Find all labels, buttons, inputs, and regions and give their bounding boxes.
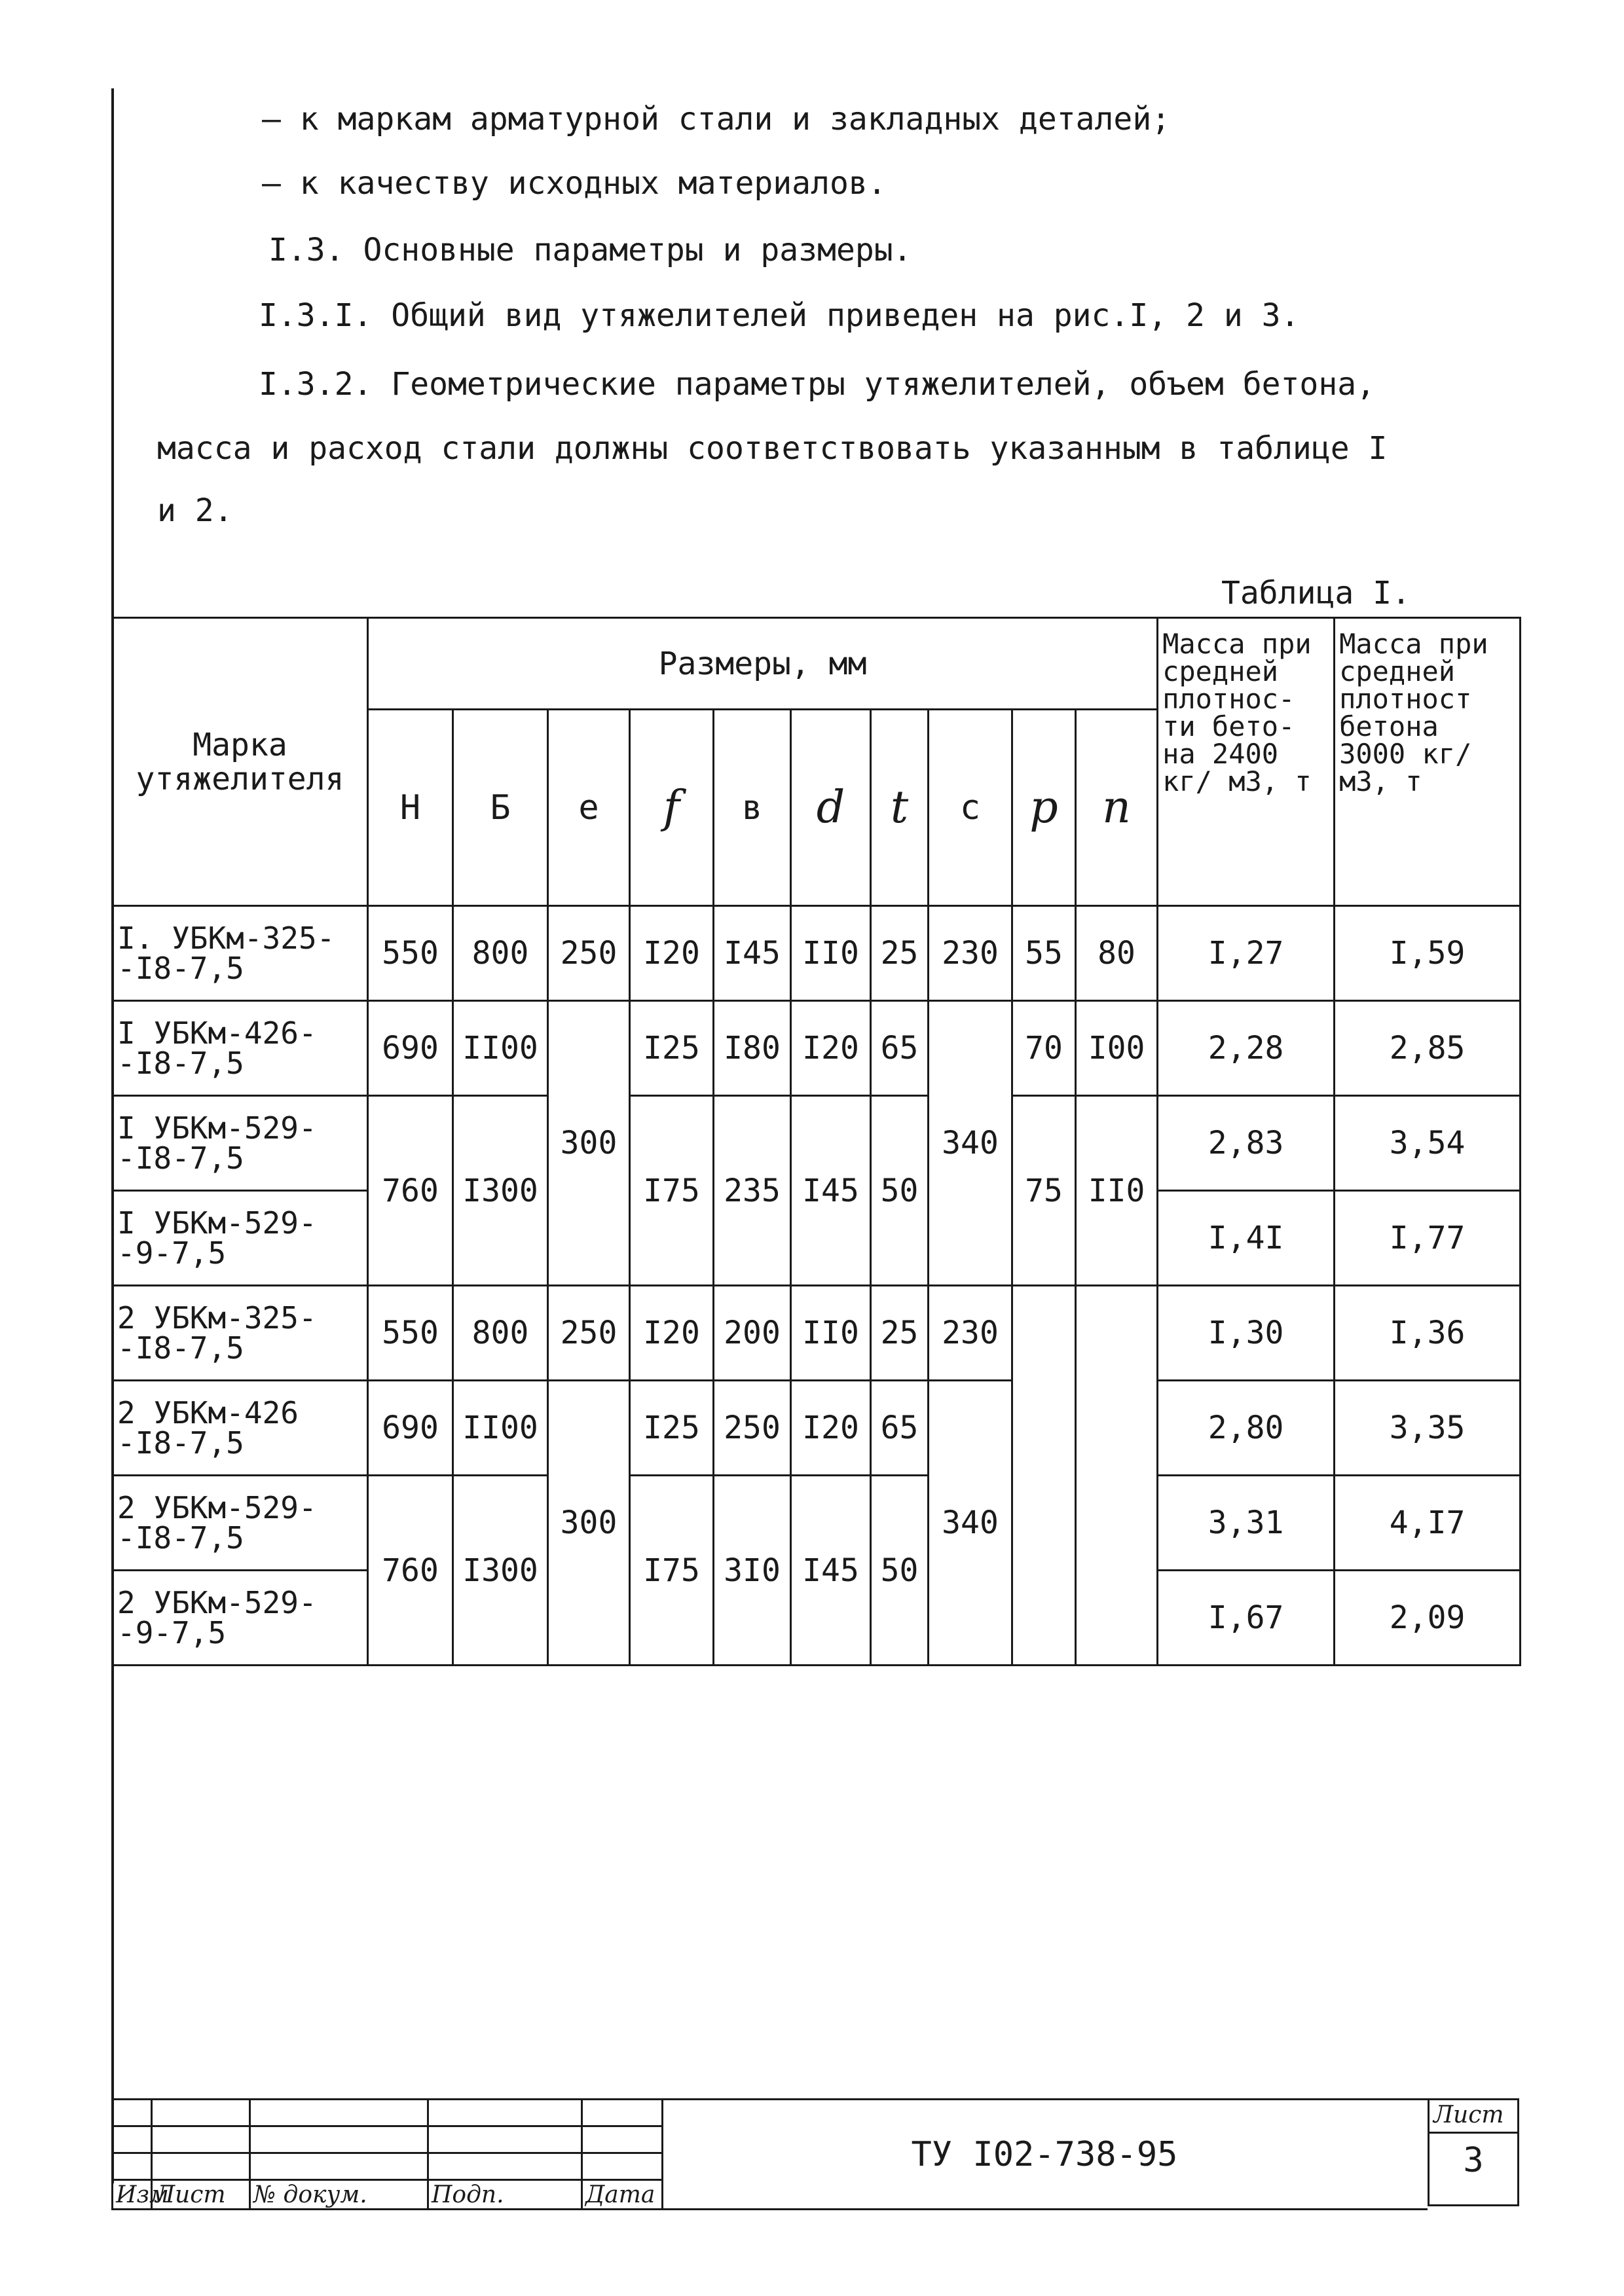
cell-t-merged: 50 bbox=[871, 1476, 929, 1666]
cell-v: I80 bbox=[714, 1001, 791, 1096]
grid-cell bbox=[152, 2100, 250, 2126]
cell-mass-3000: 2,85 bbox=[1335, 1001, 1521, 1096]
cell-e-merged: 300 bbox=[548, 1381, 630, 1666]
cell-c: 230 bbox=[929, 906, 1012, 1001]
revision-grid bbox=[111, 2098, 663, 2210]
title-block bbox=[111, 2098, 1519, 2206]
cell-t: 25 bbox=[871, 906, 929, 1001]
grid-cell bbox=[152, 2153, 250, 2180]
cell-v: 200 bbox=[714, 1286, 791, 1381]
row-mark: 2 УБКм-529- -I8-7,5 bbox=[113, 1476, 368, 1571]
row-mark: I. УБКм-325- -I8-7,5 bbox=[113, 906, 368, 1001]
cell-f: I20 bbox=[630, 906, 714, 1001]
grid-cell bbox=[428, 2100, 582, 2126]
cell-h-merged: 760 bbox=[368, 1096, 453, 1286]
grid-cell bbox=[428, 2126, 582, 2153]
grid-cell bbox=[428, 2153, 582, 2180]
row-mark: 2 УБКм-529- -9-7,5 bbox=[113, 1571, 368, 1666]
cell-mass-3000: 3,35 bbox=[1335, 1381, 1521, 1476]
grid-cell bbox=[113, 2100, 152, 2126]
cell-b: 800 bbox=[453, 1286, 548, 1381]
grid-cell bbox=[582, 2126, 663, 2153]
cell-n-merged: II0 bbox=[1076, 1096, 1158, 1286]
row-mark: 2 УБКм-426 -I8-7,5 bbox=[113, 1381, 368, 1476]
cell-v-merged: 3I0 bbox=[714, 1476, 791, 1666]
table-row bbox=[113, 1381, 1521, 1476]
table-row bbox=[113, 1286, 1521, 1381]
cell-d-merged: I45 bbox=[791, 1476, 871, 1666]
cell-b: II00 bbox=[453, 1381, 548, 1476]
cell-d: II0 bbox=[791, 906, 871, 1001]
cell-h: 690 bbox=[368, 1001, 453, 1096]
grid-cell bbox=[582, 2153, 663, 2180]
sheet-divider bbox=[1430, 2132, 1517, 2134]
header-dimensions-group: Размеры, мм bbox=[368, 618, 1158, 710]
cell-p-merged: 75 bbox=[1012, 1096, 1076, 1286]
header-mass-2400: Масса при средней плотнос- ти бето- на 2400 кг/ м3, т bbox=[1158, 618, 1335, 906]
cell-c: 230 bbox=[929, 1286, 1012, 1381]
cell-e: 250 bbox=[548, 1286, 630, 1381]
grid-cell bbox=[113, 2126, 152, 2153]
header-dim-p: p bbox=[1012, 710, 1076, 906]
cell-mass-3000: I,59 bbox=[1335, 906, 1521, 1001]
row-mark: 2 УБКм-325- -I8-7,5 bbox=[113, 1286, 368, 1381]
cell-t: 65 bbox=[871, 1381, 929, 1476]
cell-mass-2400: I,4I bbox=[1158, 1191, 1335, 1286]
cell-e-merged: 300 bbox=[548, 1001, 630, 1286]
cell-h: 550 bbox=[368, 906, 453, 1001]
cell-mass-3000: 2,09 bbox=[1335, 1571, 1521, 1666]
cell-mass-3000: I,77 bbox=[1335, 1191, 1521, 1286]
text-line-7: и 2. bbox=[157, 492, 233, 529]
label-doc-no: № докум. bbox=[250, 2180, 428, 2210]
cell-n: 80 bbox=[1076, 906, 1158, 1001]
cell-mass-2400: I,27 bbox=[1158, 906, 1335, 1001]
cell-h: 550 bbox=[368, 1286, 453, 1381]
cell-h-merged: 760 bbox=[368, 1476, 453, 1666]
grid-cell bbox=[250, 2153, 428, 2180]
grid-cell bbox=[582, 2100, 663, 2126]
table-row bbox=[113, 1001, 1521, 1096]
cell-f: I25 bbox=[630, 1381, 714, 1476]
cell-mass-3000: 4,I7 bbox=[1335, 1476, 1521, 1571]
header-dim-d: d bbox=[791, 710, 871, 906]
cell-mass-3000: I,36 bbox=[1335, 1286, 1521, 1381]
cell-v: 250 bbox=[714, 1381, 791, 1476]
cell-t: 65 bbox=[871, 1001, 929, 1096]
cell-mass-2400: 2,28 bbox=[1158, 1001, 1335, 1096]
cell-f-merged: I75 bbox=[630, 1476, 714, 1666]
cell-d: I20 bbox=[791, 1381, 871, 1476]
cell-mass-2400: 2,80 bbox=[1158, 1381, 1335, 1476]
table-caption: Таблица I. bbox=[1221, 575, 1411, 611]
cell-mass-2400: I,30 bbox=[1158, 1286, 1335, 1381]
cell-p-empty bbox=[1012, 1286, 1076, 1666]
row-mark: I УБКм-529- -I8-7,5 bbox=[113, 1096, 368, 1191]
header-dim-n: n bbox=[1076, 710, 1158, 906]
cell-mass-2400: I,67 bbox=[1158, 1571, 1335, 1666]
cell-p: 55 bbox=[1012, 906, 1076, 1001]
header-dim-t: t bbox=[871, 710, 929, 906]
cell-n: I00 bbox=[1076, 1001, 1158, 1096]
header-mass-3000: Масса при средней плотност бетона 3000 кг/ м3, т bbox=[1335, 618, 1521, 906]
text-line-5: I.3.2. Геометрические параметры утяжелителей, объем бетона, bbox=[259, 366, 1376, 403]
sheet-label: Лист bbox=[1433, 2102, 1504, 2128]
cell-p: 70 bbox=[1012, 1001, 1076, 1096]
cell-d-merged: I45 bbox=[791, 1096, 871, 1286]
table-row bbox=[113, 1476, 1521, 1571]
table-row bbox=[113, 906, 1521, 1001]
table-row bbox=[113, 1096, 1521, 1191]
cell-c-merged: 340 bbox=[929, 1381, 1012, 1666]
label-signature: Подп. bbox=[428, 2180, 582, 2210]
parameters-table bbox=[111, 617, 1521, 1666]
grid-cell bbox=[113, 2153, 152, 2180]
cell-mass-2400: 3,31 bbox=[1158, 1476, 1335, 1571]
header-dim-b: Б bbox=[453, 710, 548, 906]
cell-mass-2400: 2,83 bbox=[1158, 1096, 1335, 1191]
cell-d: I20 bbox=[791, 1001, 871, 1096]
sheet-box bbox=[1428, 2098, 1519, 2206]
cell-f: I25 bbox=[630, 1001, 714, 1096]
cell-b: 800 bbox=[453, 906, 548, 1001]
cell-b-merged: I300 bbox=[453, 1096, 548, 1286]
cell-t-merged: 50 bbox=[871, 1096, 929, 1286]
grid-cell bbox=[250, 2126, 428, 2153]
cell-h: 690 bbox=[368, 1381, 453, 1476]
cell-c-merged: 340 bbox=[929, 1001, 1012, 1286]
header-dim-f: f bbox=[630, 710, 714, 906]
header-dim-v: в bbox=[714, 710, 791, 906]
document-code-text: ТУ I02-738-95 bbox=[911, 2134, 1178, 2174]
sheet-number: 3 bbox=[1463, 2141, 1484, 2180]
row-mark: I УБКм-426- -I8-7,5 bbox=[113, 1001, 368, 1096]
header-dim-c: с bbox=[929, 710, 1012, 906]
document-code bbox=[661, 2098, 1428, 2210]
cell-f-merged: I75 bbox=[630, 1096, 714, 1286]
cell-f: I20 bbox=[630, 1286, 714, 1381]
header-dim-e: е bbox=[548, 710, 630, 906]
row-mark: I УБКм-529- -9-7,5 bbox=[113, 1191, 368, 1286]
cell-d: II0 bbox=[791, 1286, 871, 1381]
text-line-1: – к маркам арматурной стали и закладных деталей; bbox=[262, 101, 1171, 137]
cell-t: 25 bbox=[871, 1286, 929, 1381]
header-dim-h: Н bbox=[368, 710, 453, 906]
header-mark: Марка утяжелителя bbox=[113, 618, 368, 906]
cell-b: II00 bbox=[453, 1001, 548, 1096]
cell-b-merged: I300 bbox=[453, 1476, 548, 1666]
text-line-6: масса и расход стали должны соответствовать указанным в таблице I bbox=[157, 430, 1388, 467]
label-izm: Изм bbox=[113, 2180, 152, 2210]
cell-v: I45 bbox=[714, 906, 791, 1001]
section-heading: I.3. Основные параметры и размеры. bbox=[268, 232, 912, 268]
label-list: Лист bbox=[152, 2180, 250, 2210]
text-line-4: I.3.I. Общий вид утяжелителей приведен на рис.I, 2 и 3. bbox=[259, 297, 1300, 334]
cell-e: 250 bbox=[548, 906, 630, 1001]
cell-mass-3000: 3,54 bbox=[1335, 1096, 1521, 1191]
text-line-2: – к качеству исходных материалов. bbox=[262, 165, 887, 202]
cell-v-merged: 235 bbox=[714, 1096, 791, 1286]
grid-cell bbox=[152, 2126, 250, 2153]
cell-n-empty bbox=[1076, 1286, 1158, 1666]
label-date: Дата bbox=[582, 2180, 663, 2210]
grid-cell bbox=[250, 2100, 428, 2126]
